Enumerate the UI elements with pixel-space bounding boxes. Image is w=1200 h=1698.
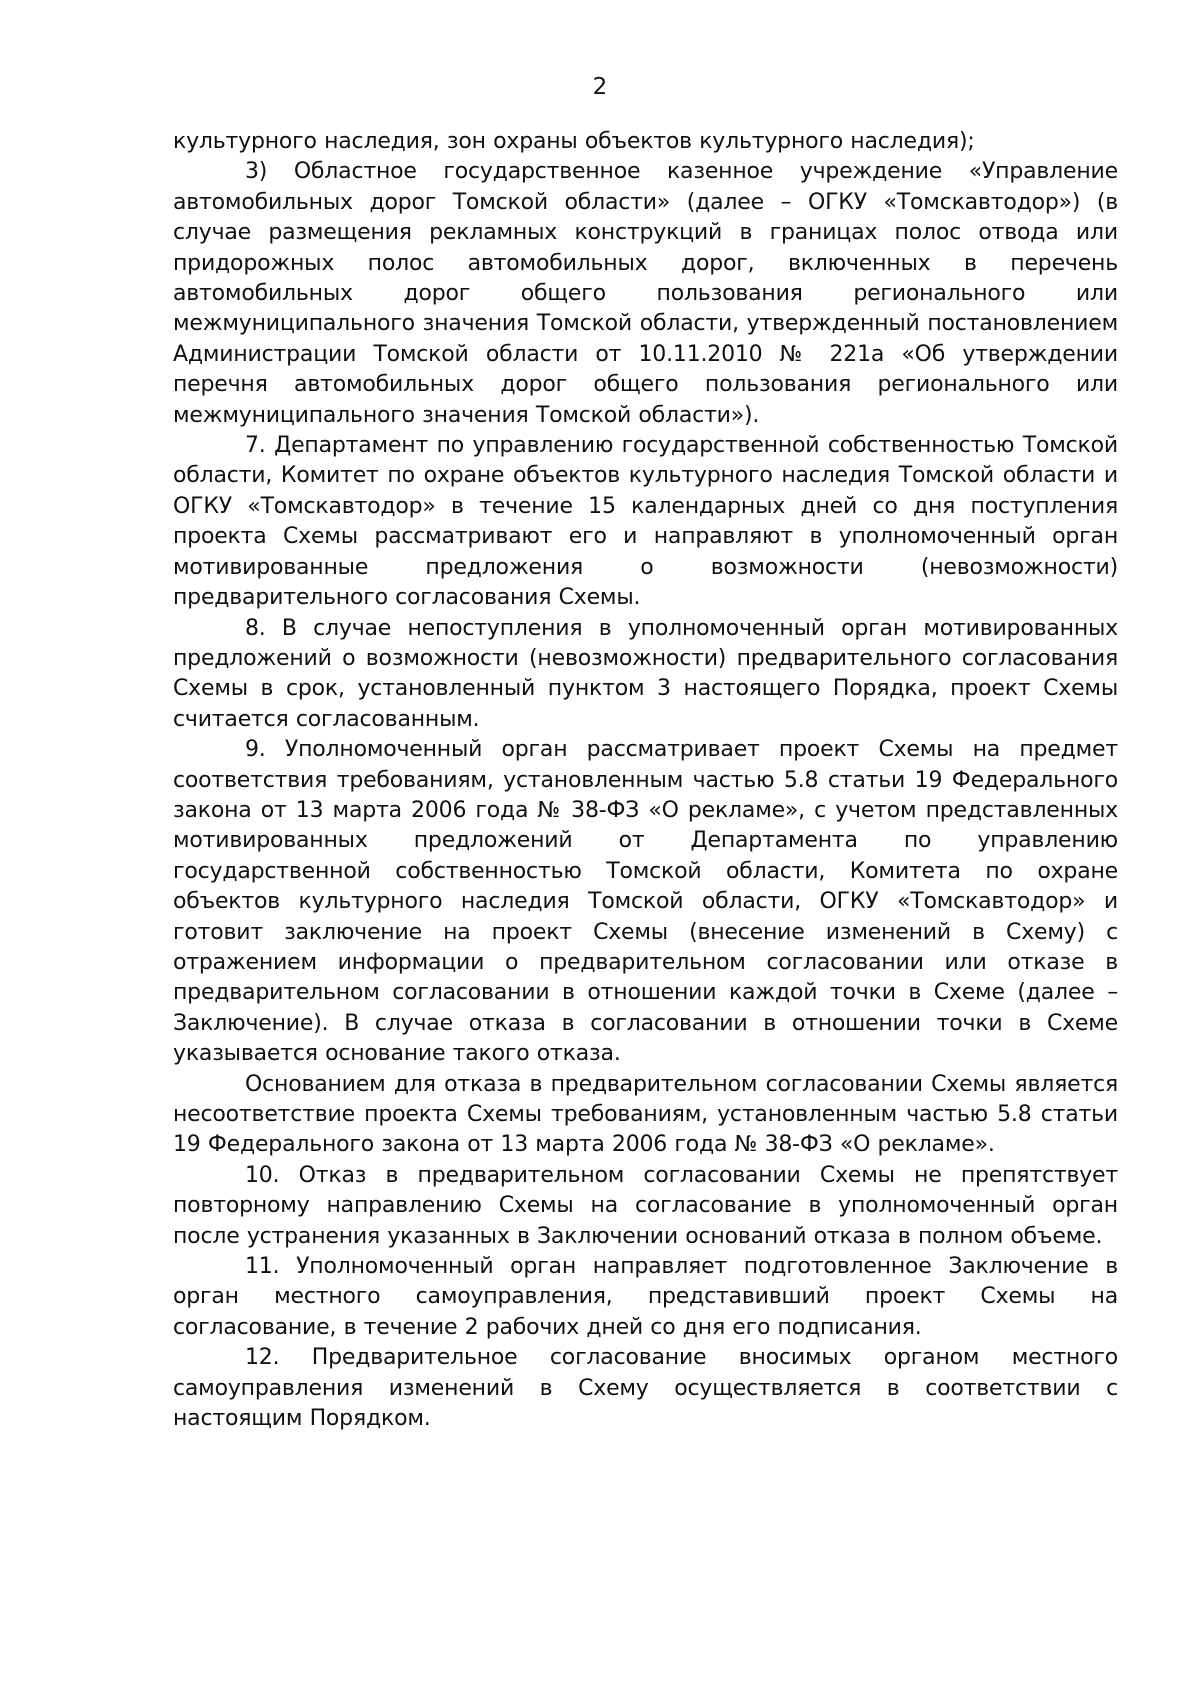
paragraph-item-12: 12. Предварительное согласование вносимых органом местного самоуправления изменений в Схему осуществляется в соответствии с настоящим Порядком.	[173, 1345, 1118, 1432]
paragraph-item-11: 11. Уполномоченный орган направляет подготовленное Заключение в орган местного самоуправления, представивший проект Схемы на согласование, в течение 2 рабочих дней со дня его подписания.	[173, 1254, 1118, 1340]
paragraph-item-10: 10. Отказ в предварительном согласовании Схемы не препятствует повторному направлению Схемы на согласование в уполномоченный орган после устранения указанных в Заключении оснований отказа в полном объеме.	[173, 1162, 1118, 1249]
paragraph-continuation: культурного наследия, зон охраны объектов культурного наследия);	[173, 129, 975, 154]
paragraph-item-7: 7. Департамент по управлению государственной собственностью Томской области, Комитет по охране объектов культурного наследия Томской области и ОГКУ «Томскавтодор» в течение 15 календарных дней со дня поступления проекта Схемы рассматривают его и направляют в уполномоченный орган мотивированные предложения о возможности (невозможности) предварительного согласования Схемы.	[173, 433, 1118, 611]
paragraph-item-8: 8. В случае непоступления в уполномоченный орган мотивированных предложений о возможности (невозможности) предварительного согласования Схемы в срок, установленный пунктом 3 настоящего Порядка, проект Схемы считается согласованным.	[173, 615, 1118, 732]
paragraph-refusal-grounds: Основанием для отказа в предварительном согласовании Схемы является несоответствие проекта Схемы требованиям, установленным частью 5.8 статьи 19 Федерального закона от 13 марта 2006 года № 38-ФЗ «О рекламе».	[173, 1071, 1118, 1158]
paragraph-item-9: 9. Уполномоченный орган рассматривает проект Схемы на предмет соответствия требованиям, установленным частью 5.8 статьи 19 Федерального закона от 13 марта 2006 года № 38-ФЗ «О рекламе», с учетом представленных мотивированных предложений от Департамента по управлению государственной собственностью Томской области, Комитета по охране объектов культурного наследия Томской области, ОГКУ «Томскавтодор» и готовит заключение на проект Схемы (внесение изменений в Схему) с отражением информации о предварительном согласовании или отказе в предварительном согласовании в отношении каждой точки в Схеме (далее – Заключение). В случае отказа в согласовании в отношении точки в Схеме указывается основание такого отказа.	[173, 737, 1118, 1067]
paragraph-item-3: 3) Областное государственное казенное учреждение «Управление автомобильных дорог Томской области» (далее – ОГКУ «Томскавтодор») (в случае размещения рекламных конструкций в границах полос отвода или придорожных полос автомобильных дорог, включенных в перечень автомобильных дорог общего пользования регионального или межмуниципального значения Томской области, утвержденный постановлением Администрации Томской области от 10.11.2010 № 221а «Об утверждении перечня автомобильных дорог общего пользования регионального или межмуниципального значения Томской области»).	[173, 159, 1118, 428]
document-body	[173, 127, 1118, 1434]
page-number: 2	[592, 74, 608, 100]
